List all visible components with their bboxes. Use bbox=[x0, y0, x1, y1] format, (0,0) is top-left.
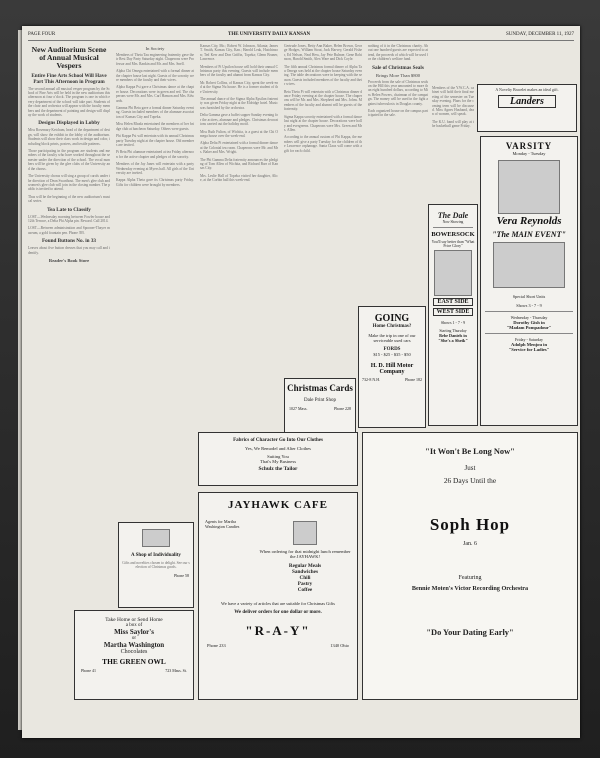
designs-subhead: Designs Displayed in Lobby bbox=[38, 120, 100, 127]
going-phone: Phone 182 bbox=[405, 377, 422, 382]
varsity-ad bbox=[480, 136, 578, 426]
landers-logo: Landers bbox=[498, 95, 556, 108]
sophhop-line-3: 26 Days Until the bbox=[443, 476, 497, 485]
seals-subhead: Brings More Than $800 bbox=[375, 72, 421, 78]
jayhawk-logo-icon bbox=[293, 521, 317, 545]
soph-hop-ad bbox=[362, 432, 578, 700]
going-address: 732-8 N.H. bbox=[362, 377, 381, 382]
greenowl-line-5: Martha Washington bbox=[103, 641, 165, 649]
jayhawk-menu-2: Sandwiches bbox=[292, 569, 318, 575]
sophhop-featuring: Featuring bbox=[458, 575, 482, 581]
schulz-name: Schulz the Tailor bbox=[258, 466, 298, 472]
column-5 bbox=[368, 44, 428, 234]
tea-subhead: Tea Late to Classify bbox=[47, 206, 91, 213]
column-2 bbox=[116, 44, 194, 514]
varsity-film: "The MAIN EVENT" bbox=[492, 230, 566, 239]
varsity-wed-film: "Madam Pompadour" bbox=[506, 325, 552, 330]
jayhawk-title: JAYHAWK CAFE bbox=[228, 499, 328, 511]
column-4 bbox=[284, 44, 362, 374]
varsity-fri-star: Adolph Menjou in bbox=[511, 342, 547, 347]
going-prices: $15 - $25 - $35 - $50 bbox=[373, 352, 411, 357]
schulz-line-3: Suiting You bbox=[267, 454, 289, 459]
jayhawk-gifts: We have a variety of articles that are suitable for Christmas Gifts bbox=[221, 601, 335, 606]
bowersock-sub: You'll say better than "What Price Glory" bbox=[431, 240, 475, 248]
jayhawk-ray: "R-A-Y" bbox=[245, 623, 311, 638]
jayhawk-address: 1340 Ohio bbox=[330, 643, 349, 648]
article-text: Miss Rosemary Ketcham, head of the department of design, will show the exhibit in the lobby of the auditorium. Students will show their class work in design and color, including block prints, posters, and textile patterns. Those participating in the program are students and members of the faculty who have worked throughout the semester under the direction of the school. The vocal numbers will be given by the glee clubs of the University and the chorus. The University chorus will sing a group of carols under the direction of Dean Swarthout. The men's glee club and women's glee club will join in the closing number. The public is invited to attend. Thus will be the beginning of the new auditorium's musical series. bbox=[28, 128, 110, 204]
article-text: Members of the Y.W.C.A. cabinet will hold their final meeting of the semester on Tuesday evening. Plans for the coming term will be discussed. Miss Agnes Husband, dean of women, will speak. The K.U. band will play at the basketball game Friday. bbox=[432, 86, 474, 129]
seals-headline: Sale of Christmas Seals bbox=[372, 64, 424, 71]
varsity-wed-star: Dorothy Gish in bbox=[513, 320, 545, 325]
jayhawk-agents: Agents for Martha Washington Candies bbox=[205, 519, 240, 529]
bowersock-ad bbox=[428, 204, 478, 426]
society-head: In Society bbox=[145, 46, 165, 51]
varsity-wed: Wednesday - Thursday bbox=[510, 315, 548, 320]
varsity-star: Vera Reynolds bbox=[496, 215, 562, 227]
greenowl-line-6: Chocolates bbox=[120, 649, 148, 655]
schulz-line-1: Fabrics of Character Go Into Our Clothes bbox=[233, 438, 323, 443]
landers-text: A Novelty Bracelet makes an ideal gift. bbox=[495, 87, 559, 92]
column-3 bbox=[200, 44, 278, 444]
newspaper-page bbox=[22, 26, 580, 738]
jayhawk-phone: Phone 233 bbox=[207, 643, 226, 648]
varsity-fri-film: "Service for Ladies" bbox=[508, 347, 550, 352]
individuality-ad bbox=[118, 522, 194, 608]
greenowl-address: 723 Mass. St. bbox=[165, 668, 187, 673]
sophhop-line-2: Just bbox=[464, 464, 476, 472]
varsity-scene bbox=[493, 242, 565, 288]
going-dealer: H. D. Hill Motor Company bbox=[370, 363, 414, 375]
page-date: SUNDAY, DECEMBER 11, 1927 bbox=[505, 32, 574, 37]
west-side: WEST SIDE bbox=[433, 308, 473, 316]
society-text-continued: Kansas City, Mo.; Robert W. Johnson, Atlanta; James T. Smith, Kansas City, Kan.; Harold Leak, Hutchinson; Ted Kerr and Don Griffin, Topeka; Glenn Bruner, Lawrence. Members of Pi Upsilon house will hold their annual Christmas party this evening. Guests will include members of the faculty and alumni from Kansas City. Mr. Robert Collins, of Kansas City, spent the week-end at the Sigma Nu house. He is a former student of the University. The annual dance of the Sigma Alpha Epsilon fraternity was given Friday night at the Eldridge hotel. Music was furnished by the orchestra. Delta Gamma gave a buffet supper Sunday evening for the actives, alumnae and pledges. Christmas decorations carried out the holiday motif. Miss Ruth Fulton, of Wichita, is a guest at the Chi Omega house over the week-end. Alpha Delta Pi entertained with a formal dinner dance at the Colonial tea room. Chaperons were Mr. and Mrs. Baker and Mrs. Wright. The Phi Gamma Delta fraternity announces the pledging of Tom Allen of Wichita, and Richard Barr of Kansas City. Mrs. Leslie Hall of Topeka visited her daughter, Alice, at the Corbin hall this week-end. bbox=[200, 44, 278, 183]
dale-title: The Dale bbox=[437, 211, 469, 220]
jayhawk-menu-5: Coffee bbox=[297, 587, 313, 593]
east-side: EAST SIDE bbox=[433, 298, 473, 306]
varsity-special: Special Short Units bbox=[512, 294, 546, 299]
lead-subhead: Entire Fine Arts School Will Have Part This Afternoon in Program bbox=[31, 72, 107, 85]
dale-note: Now Showing bbox=[442, 220, 464, 224]
varsity-fri: Friday - Saturday bbox=[515, 337, 543, 342]
sophhop-date: Jan. 6 bbox=[463, 541, 477, 547]
sophhop-bottom: "Do Your Dating Early" bbox=[426, 628, 514, 637]
shop-emblem-icon bbox=[142, 529, 170, 547]
greenowl-line-4: or bbox=[131, 636, 137, 641]
going-title: GOING bbox=[374, 313, 410, 324]
article-text: The second annual all musical vesper program by the School of Fine Arts will be held in the new auditorium this afternoon at four o'clock. The program is one in which every department of the school will take part. Students of the choir and orchestra will appear with the faculty members and the department of painting and design will display the work of students. bbox=[28, 86, 110, 118]
cards-phone: Phone 228 bbox=[334, 406, 351, 411]
bowersock-coming: Starting Thursday bbox=[439, 329, 467, 333]
jayhawk-menu-1: Regular Meals bbox=[288, 563, 322, 569]
jayhawk-when: When ordering for that midnight lunch remember the JAYHAWK! bbox=[259, 549, 351, 559]
article-text: Proceeds from the sale of Christmas seals on the Hill this year amounted to more than eight hundred dollars, according to Miss Helen Powers, chairman of the campaign. The money will be used in the fight against tuberculosis in Douglas county. Each organized house on the campus participated in the sale. bbox=[368, 79, 428, 118]
masthead-title: THE UNIVERSITY DAILY KANSAN bbox=[228, 32, 311, 37]
individuality-title: A Shop of Individuality bbox=[131, 553, 181, 558]
lead-headline: New Auditorium Scene of Annual Musical Vespers bbox=[31, 45, 107, 71]
classified-text: Leaves about five button dresses that you may call and identify. bbox=[28, 246, 110, 255]
jayhawk-deliver: We deliver orders for one dollar or more. bbox=[234, 610, 322, 615]
bowersock-film: "She's a Sheik" bbox=[438, 338, 468, 343]
varsity-portrait bbox=[498, 160, 560, 214]
classified-text: LOST—Wednesday morning between Fowler house and 12th Terrace, a Delta Phi Alpha pin. Reward. Call 2014. LOST—Between administration and Spooner-Thayer museum, a gold fountain pen. Phone 395. bbox=[28, 214, 110, 235]
bowersock-star: Bebe Daniels in bbox=[439, 333, 467, 338]
sophhop-band: Bennie Moten's Victor Recording Orchestra bbox=[411, 585, 529, 592]
jayhawk-menu-3: Chili bbox=[299, 575, 311, 581]
greenowl-line-2: a box of bbox=[125, 623, 143, 628]
greenowl-phone: Phone 41 bbox=[81, 668, 96, 673]
greenowl-name: THE GREEN OWL bbox=[102, 657, 166, 666]
landers-ad bbox=[477, 84, 577, 132]
jayhawk-menu-4: Pastry bbox=[297, 581, 313, 587]
cards-shop: Dale Print Shop bbox=[304, 398, 336, 403]
cards-address: 1027 Mass. bbox=[289, 406, 308, 411]
schulz-line-4: That's My Business bbox=[259, 459, 297, 464]
bowersock-shows: Shows 1 - 7 - 9 bbox=[440, 320, 466, 325]
individuality-text: Gifts and novelties chosen to delight. See our selection of Christmas goods. bbox=[122, 561, 190, 570]
going-cars: FORDS bbox=[383, 347, 401, 352]
sophhop-line-1: "It Won't Be Long Now" bbox=[425, 447, 515, 456]
greenowl-line-1: Take Home or Send Home bbox=[105, 617, 163, 623]
bowersock-photo bbox=[434, 250, 472, 296]
sophhop-title: Soph Hop bbox=[429, 515, 511, 534]
page-number: PAGE FOUR bbox=[28, 32, 56, 37]
varsity-shows: Shows 3 - 7 - 9 bbox=[516, 303, 542, 308]
going-home-ad bbox=[358, 306, 426, 428]
going-line-1: Home Christmas? bbox=[372, 324, 412, 329]
society-text-continued: Gertrude Jones, Betty Ann Baker, Helen Brown, George Hodges, William Stout, Jack Harvey, Gerald Fisher, Ed Nelson, Neal Hess, Jay Pete Bulmer, Gene Robinson, Harold Smith, Alex Ware and Dick Coyle. The fifth annual Christmas formal dinner of Alpha Tau Omega was held at the chapter house Saturday evening. The table decorations were in keeping with the season. Guests included members of the faculty and their wives. Beta Theta Pi will entertain with a Christmas dinner dance Friday evening at the chapter house. The chaperons will be Mr. and Mrs. Shepherd and Mrs. Johns. Members of the faculty and alumni will be guests of the fraternity. Sigma Kappa sorority entertained with a formal dance last night at the chapter house. Decorations were holly and evergreens. Chaperons were Mrs. Green and Mrs. Allen. According to the annual custom of Phi Kappa, the members will give a party Tuesday for the children of the Lawrence orphanage. Santa Claus will come with a gift for each child. bbox=[284, 44, 362, 153]
jayhawk-cafe-ad bbox=[198, 492, 358, 700]
greenowl-line-3: Miss Saylor's bbox=[114, 628, 154, 636]
found-note: Reader's Book Store bbox=[48, 257, 90, 263]
cards-title: Christmas Cards bbox=[287, 383, 353, 393]
schulz-line-2: Yes, We Remodel and Alter Clothes bbox=[245, 446, 311, 451]
green-owl-ad bbox=[74, 610, 194, 700]
bowersock-title: BOWERSOCK bbox=[431, 231, 475, 238]
article-text: nothing of it in the Christmas charity. About one hundred guests are expected to attend, the proceeds of which will be used for the children's welfare fund. bbox=[368, 44, 428, 62]
going-line-2: Make the trip in one of our serviceable used cars bbox=[368, 333, 416, 343]
page-header bbox=[28, 30, 574, 41]
individuality-phone: Phone 58 bbox=[174, 572, 189, 578]
column-1 bbox=[28, 44, 110, 604]
varsity-title: VARSITY bbox=[505, 141, 553, 151]
varsity-days: Monday - Tuesday bbox=[512, 151, 546, 156]
found-subhead: Found Buttons No. in 33 bbox=[41, 238, 97, 245]
society-text: Members of Theta Tau engineering fraternity gave their Rest Day Party Saturday night. Chaperons were Professor and Mrs. Rankin and Mr. and Mrs. Snell. Alpha Chi Omega entertained with a formal dinner at the chapter house last night. Guests of the sorority were members of the faculty and their wives. Alpha Kappa Psi gave a Christmas dance at the chapter house. Decorations were in green and red. The chaperons were Mr. and Mrs. Carl Hanson and Mrs. Edwards. Gamma Phi Beta gave a formal dinner Saturday evening. Guests included members of the alumnae association of Kansas City and Topeka. Miss Helen Rhoda entertained the members of her bridge club at luncheon Saturday. Others were guests. Phi Kappa Psi will entertain with its annual Christmas party Tuesday night at the chapter house. Old members are invited. Pi Beta Phi alumnae entertained at tea Friday afternoon for the active chapter and pledges of the sorority. Members of the Jay Janes will entertain with a party Wednesday evening at Myers hall. All girls of the University are invited. Kappa Alpha Theta gave its Christmas party Friday. Gifts for children were brought by members. bbox=[116, 53, 194, 187]
schulz-tailor-ad bbox=[198, 432, 358, 486]
